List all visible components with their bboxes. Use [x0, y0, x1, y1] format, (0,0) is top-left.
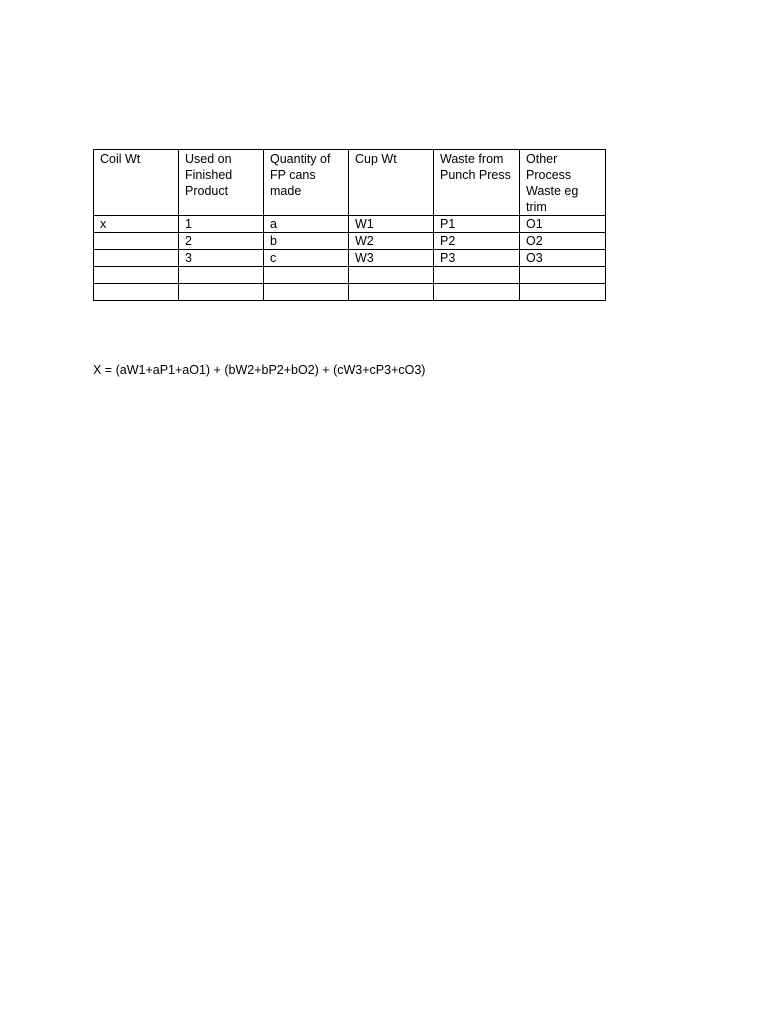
- table-cell: O1: [520, 216, 606, 233]
- table-row-empty: [94, 267, 606, 284]
- table-cell: [264, 267, 349, 284]
- table-cell: [520, 284, 606, 301]
- table-cell: [349, 267, 434, 284]
- table-cell: W3: [349, 250, 434, 267]
- table-cell: 3: [179, 250, 264, 267]
- table-cell: [94, 250, 179, 267]
- table-cell: [179, 284, 264, 301]
- header-waste-from-punch-press: Waste from Punch Press: [434, 150, 520, 216]
- table-cell: [434, 267, 520, 284]
- table-cell: a: [264, 216, 349, 233]
- table-cell: [179, 267, 264, 284]
- header-quantity-of-fp-cans: Quantity of FP cans made: [264, 150, 349, 216]
- header-coil-wt: Coil Wt: [94, 150, 179, 216]
- table-cell: c: [264, 250, 349, 267]
- table-cell: [264, 284, 349, 301]
- table-cell: b: [264, 233, 349, 250]
- header-other-process-waste: Other Process Waste eg trim: [520, 150, 606, 216]
- table-cell: O3: [520, 250, 606, 267]
- header-cup-wt: Cup Wt: [349, 150, 434, 216]
- table-cell: P2: [434, 233, 520, 250]
- table-cell: [434, 284, 520, 301]
- table-cell: [349, 284, 434, 301]
- table-cell: W2: [349, 233, 434, 250]
- coil-weight-formula: X = (aW1+aP1+aO1) + (bW2+bP2+bO2) + (cW3+cP3+cO3): [93, 363, 426, 377]
- table-cell: x: [94, 216, 179, 233]
- table-cell: 2: [179, 233, 264, 250]
- table-row: [94, 216, 606, 233]
- header-used-on-finished-product: Used on Finished Product: [179, 150, 264, 216]
- table-cell: P3: [434, 250, 520, 267]
- table-cell: O2: [520, 233, 606, 250]
- table-header-row: [94, 150, 606, 216]
- table-cell: W1: [349, 216, 434, 233]
- table-cell: [94, 233, 179, 250]
- table-cell: [520, 267, 606, 284]
- table-cell: P1: [434, 216, 520, 233]
- table-row: [94, 250, 606, 267]
- table-row: [94, 233, 606, 250]
- table-cell: 1: [179, 216, 264, 233]
- coil-weight-table: [93, 149, 606, 301]
- table-row-empty: [94, 284, 606, 301]
- table-cell: [94, 284, 179, 301]
- table-cell: [94, 267, 179, 284]
